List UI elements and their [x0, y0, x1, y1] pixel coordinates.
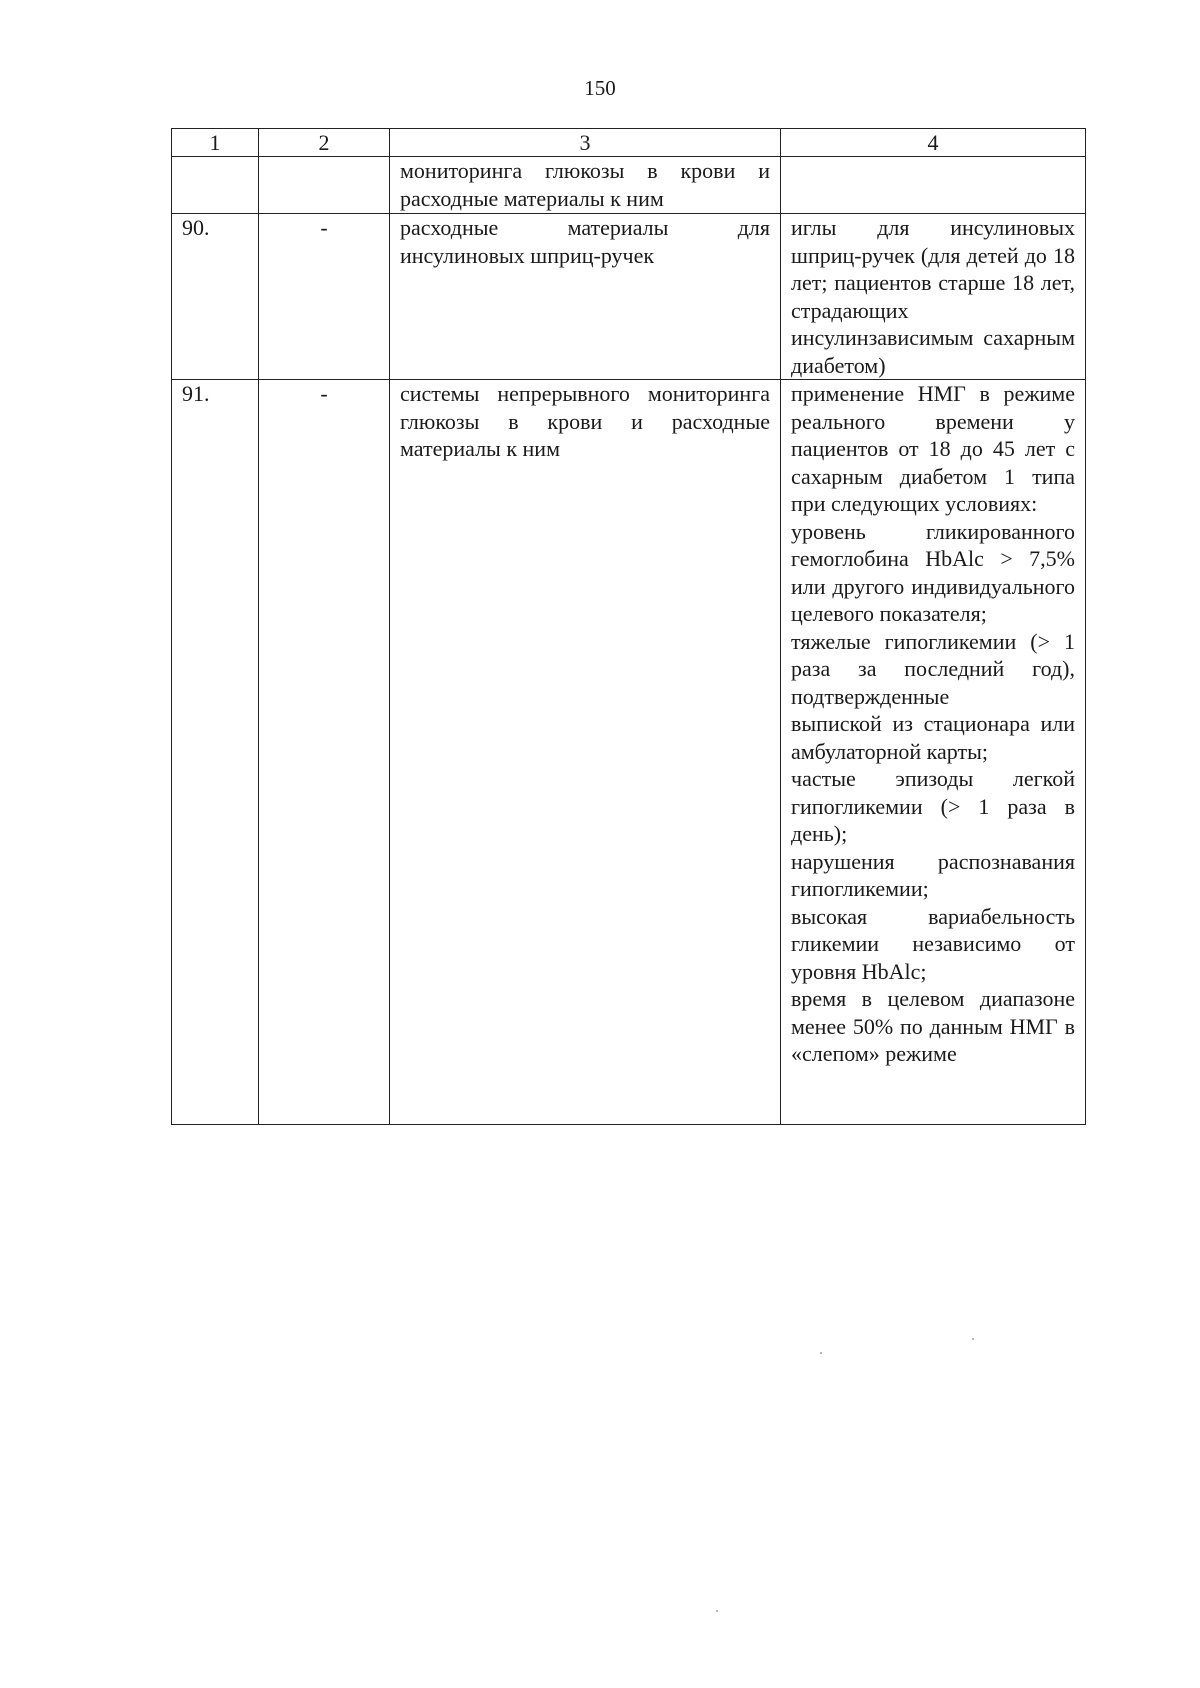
condition-paragraph: время в целевом диапазоне менее 50% по данным НМГ в «слепом» режиме: [791, 986, 1075, 1066]
scan-speck: [972, 1338, 974, 1340]
condition-paragraph: выпиской из стационара или амбулаторной карты;: [791, 711, 1075, 764]
cont-col-1: [172, 157, 259, 214]
scan-speck: [820, 1352, 822, 1354]
header-col-3: 3: [390, 129, 781, 157]
table-header-row: [172, 129, 1086, 157]
row-code: -: [259, 380, 390, 1125]
header-col-1: 1: [172, 129, 259, 157]
condition-paragraph: частые эпизоды легкой гипогликемии (> 1 раза в день);: [791, 766, 1075, 846]
table-row: [172, 214, 1086, 380]
row-number: 91.: [172, 380, 259, 1125]
condition-paragraph: уровень гликированного гемоглобина HbAlc > 7,5% или другого индивидуального целевого показателя;: [791, 518, 1075, 626]
row-item-name: системы непрерывного мониторинга глюкозы в крови и расходные материалы к ним: [390, 380, 781, 1125]
medical-devices-table: [171, 128, 1086, 1125]
condition-paragraph: иглы для инсулиновых шприц-ручек (для детей до 18 лет; пациентов старше 18 лет, страдающих инсулинзависимым сахарным диабетом): [791, 215, 1075, 378]
row-number: 90.: [172, 214, 259, 380]
table-row-continuation: [172, 157, 1086, 214]
header-col-2: 2: [259, 129, 390, 157]
condition-paragraph: применение НМГ в режиме реального времени у пациентов от 18 до 45 лет с сахарным диабетом 1 типа при следующих условиях:: [791, 381, 1075, 516]
scan-speck: [716, 1610, 718, 1612]
cont-col-4: [781, 157, 1086, 214]
table-row: [172, 380, 1086, 1125]
condition-paragraph: нарушения распознавания гипогликемии;: [791, 848, 1075, 901]
row-code: -: [259, 214, 390, 380]
row-conditions: [781, 214, 1086, 380]
cont-col-2: [259, 157, 390, 214]
page-number: 150: [584, 76, 616, 100]
condition-paragraph: высокая вариабельность гликемии независимо от уровня HbAlc;: [791, 903, 1075, 984]
condition-paragraph: тяжелые гипогликемии (> 1 раза за последний год), подтвержденные: [791, 628, 1075, 709]
cont-col-3: мониторинга глюкозы в крови и расходные материалы к ним: [390, 157, 781, 214]
row-item-name: расходные материалы для инсулиновых шприц-ручек: [390, 214, 781, 380]
row-conditions: [781, 380, 1086, 1125]
header-col-4: 4: [781, 129, 1086, 157]
